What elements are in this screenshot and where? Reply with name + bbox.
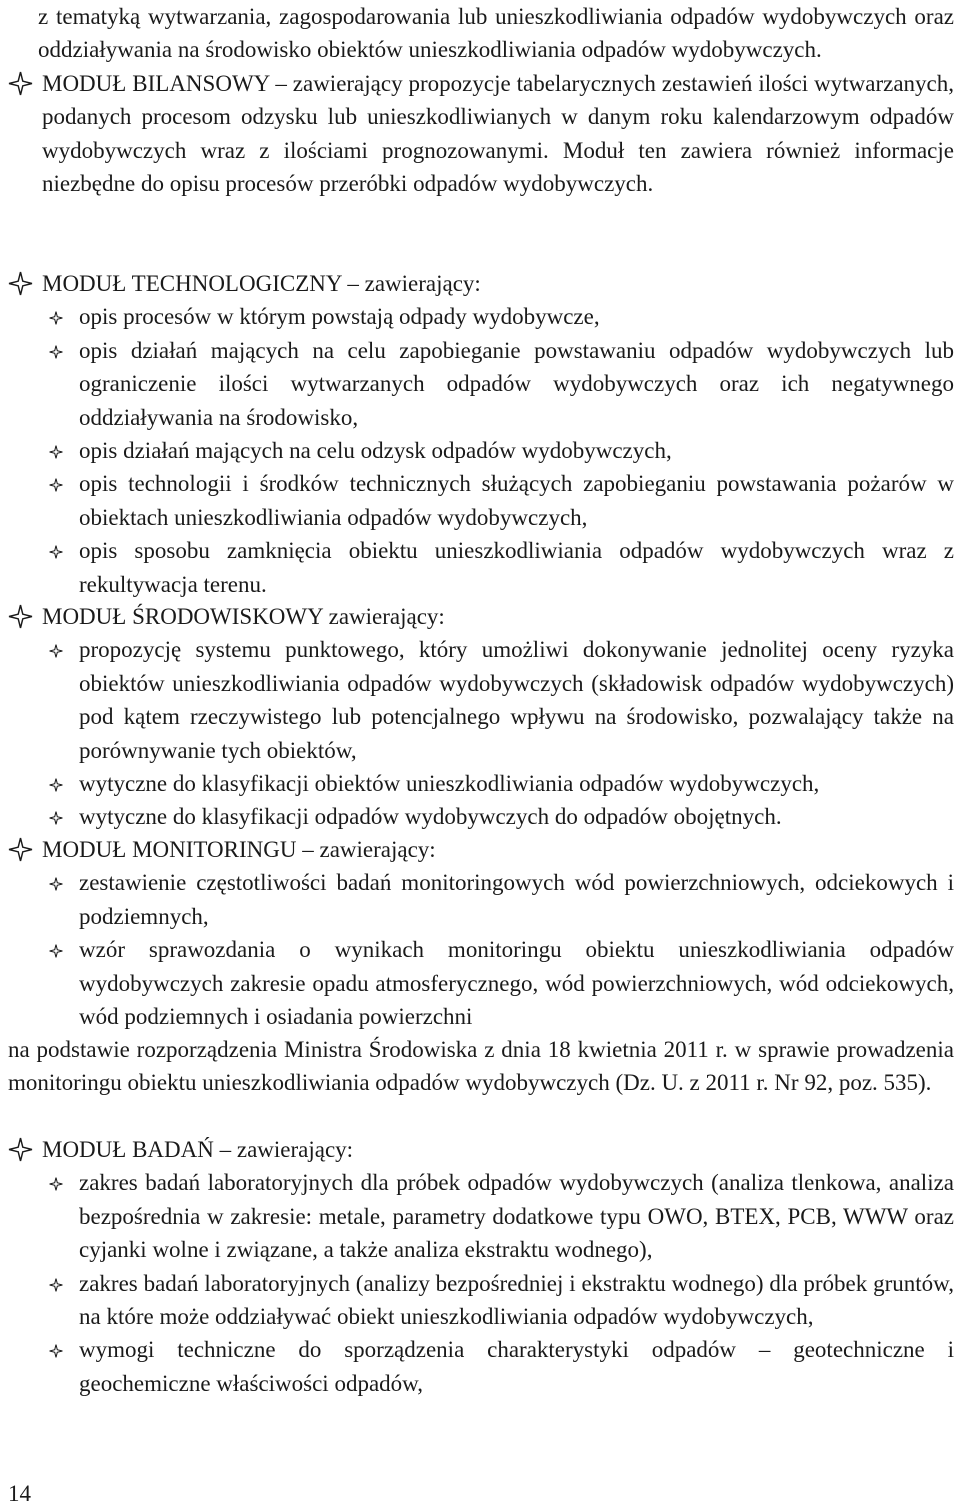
page-number: 14: [8, 1481, 31, 1506]
small-star-bullet-icon: [49, 478, 63, 492]
list-item-text: wytyczne do klasyfikacji odpadów wydobywczych do odpadów obojętnych.: [79, 804, 782, 830]
module-item: [8, 1133, 954, 1166]
small-star-bullet-icon: [49, 445, 63, 459]
module-text: MODUŁ BILANSOWY – zawierający propozycje tabelarycznych zestawień ilości wytwarzanych, podanych procesom odzysku lub unieszkodliwianych w danym roku kalendarzowym odpadów wydobywczych wraz z ilościami prognozowanymi. Moduł ten zawiera również informacje niezbędne do opisu procesów przeróbki odpadów wydobywczych.: [42, 71, 954, 197]
small-star-bullet-icon: [49, 1177, 63, 1191]
legal-note: [8, 1033, 954, 1100]
module-item: [8, 67, 954, 201]
list-item-text: zestawienie częstotliwości badań monitoringowych wód powierzchniowych, odciekowych i podziemnych,: [79, 870, 954, 929]
small-star-bullet-icon: [49, 1278, 63, 1292]
list-item-text: opis technologii i środków technicznych służących zapobieganiu powstawania pożarów w obiektach unieszkodliwiania odpadów wydobywczych,: [79, 471, 954, 530]
list-item: [8, 1267, 954, 1334]
list-item-text: wzór sprawozdania o wynikach monitoringu obiektu unieszkodliwiania odpadów wydobywczych zakresie opadu atmosferycznego, wód powierzchniowych, wód odciekowych, wód podziemnych i osiadania powierzchni: [79, 937, 954, 1030]
legal-note-text: na podstawie rozporządzenia Ministra Środowiska z dnia 18 kwietnia 2011 r. w sprawie prowadzenia monitoringu obiektu unieszkodliwiania odpadów wydobywczych (Dz. U. z 2011 r. Nr 92, poz. 535).: [8, 1037, 954, 1096]
module-text: MODUŁ MONITORINGU – zawierający:: [42, 837, 436, 862]
list-item-text: zakres badań laboratoryjnych dla próbek odpadów wydobywczych (analiza tlenkowa, analiza bezpośrednia w zakresie: metale, parametry dodatkowe typu OWO, BTEX, PCB, WWW oraz cyjanki wolne i związane, a także analiza ekstraktu wodnego),: [79, 1170, 954, 1263]
list-item: [8, 467, 954, 534]
module-bilansowy: [8, 67, 954, 201]
list-item-text: opis działań mających na celu odzysk odpadów wydobywczych,: [79, 438, 672, 464]
list-item: [8, 1333, 954, 1400]
intro-text: z tematyką wytwarzania, zagospodarowania lub unieszkodliwiania odpadów wydobywczych oraz oddziaływania na środowisko obiektów unieszkodliwiania odpadów wydobywczych.: [38, 4, 954, 63]
module-item: [8, 833, 954, 866]
module-badan: [8, 1133, 954, 1400]
four-point-star-icon: [8, 71, 33, 96]
small-star-bullet-icon: [49, 545, 63, 559]
list-item: [8, 767, 954, 800]
list-item-text: wymogi techniczne do sporządzenia charakterystyki odpadów – geotechniczne i geochemiczne właściwości odpadów,: [79, 1337, 954, 1396]
list-item: [8, 866, 954, 933]
four-point-star-icon: [8, 1137, 33, 1162]
list-item-text: propozycję systemu punktowego, który umożliwi dokonywanie jednolitej oceny ryzyka obiektów unieszkodliwiania odpadów wydobywczych (składowisk odpadów wydobywczych) pod kątem rzeczywistego lub potencjalnego wpływu na środowisko, pozwalający także na porównywanie tych obiektów,: [79, 637, 954, 763]
list-item: [8, 633, 954, 767]
four-point-star-icon: [8, 837, 33, 862]
small-star-bullet-icon: [49, 1344, 63, 1358]
list-item-text: opis procesów w którym powstają odpady wydobywcze,: [79, 304, 600, 330]
list-item-text: wytyczne do klasyfikacji obiektów unieszkodliwiania odpadów wydobywczych,: [79, 771, 820, 797]
list-item: [8, 534, 954, 601]
small-star-bullet-icon: [49, 944, 63, 958]
small-star-bullet-icon: [49, 311, 63, 325]
list-item: [8, 800, 954, 833]
small-star-bullet-icon: [49, 877, 63, 891]
small-star-bullet-icon: [49, 811, 63, 825]
list-item: [8, 334, 954, 434]
intro-paragraph: [8, 0, 954, 67]
list-item-text: zakres badań laboratoryjnych (analizy bezpośredniej i ekstraktu wodnego) dla próbek gruntów, na które może oddziaływać obiekt unieszkodliwiania odpadów wydobywczych,: [79, 1270, 954, 1330]
four-point-star-icon: [8, 271, 33, 296]
list-item: [8, 300, 954, 333]
small-star-bullet-icon: [49, 778, 63, 792]
list-item: [8, 933, 954, 1033]
module-srodowiskowy: [8, 600, 954, 834]
module-text: MODUŁ BADAŃ – zawierający:: [42, 1137, 354, 1162]
list-item-text: opis sposobu zamknięcia obiektu unieszkodliwiania odpadów wydobywczych wraz z rekultywacja terenu.: [79, 538, 954, 597]
module-text: MODUŁ ŚRODOWISKOWY zawierający:: [42, 604, 445, 629]
module-item: [8, 267, 954, 300]
small-star-bullet-icon: [49, 644, 63, 658]
list-item: [8, 434, 954, 467]
module-item: [8, 600, 954, 633]
four-point-star-icon: [8, 604, 33, 629]
small-star-bullet-icon: [49, 345, 63, 359]
module-monitoringu: [8, 833, 954, 1033]
list-item-text: opis działań mających na celu zapobieganie powstawaniu odpadów wydobywczych lub ograniczenie ilości wytwarzanych odpadów wydobywczych oraz ich negatywnego oddziaływania na środowisko,: [79, 337, 954, 430]
module-text: MODUŁ TECHNOLOGICZNY – zawierający:: [42, 271, 481, 296]
module-technologiczny: [8, 267, 954, 601]
list-item: [8, 1166, 954, 1266]
